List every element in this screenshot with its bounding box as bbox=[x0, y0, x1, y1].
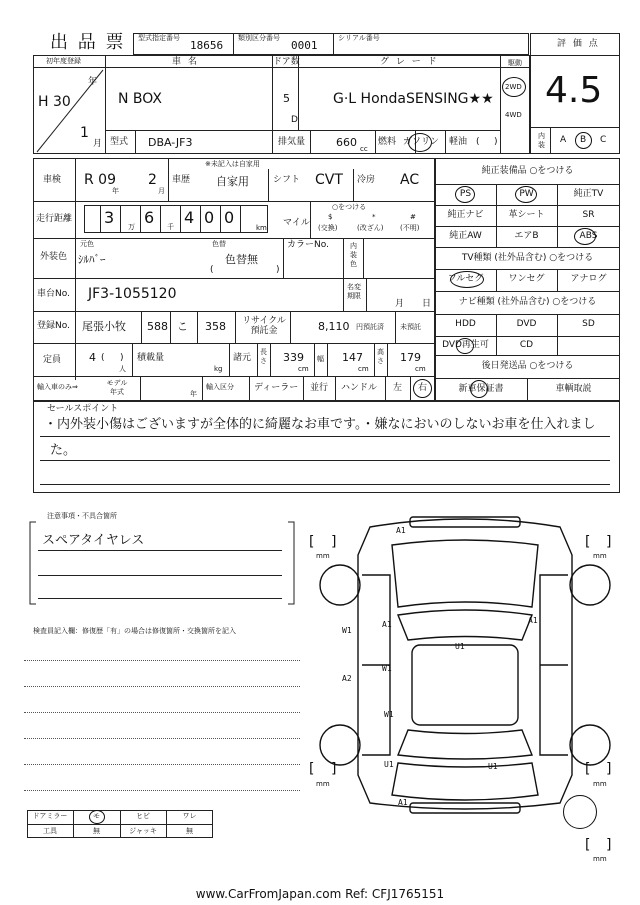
nameplate-day: 日 bbox=[422, 299, 432, 309]
tire-lr-mm: mm bbox=[316, 780, 330, 788]
steering-right-circle bbox=[413, 379, 432, 398]
mileage-label: 走行距離 bbox=[36, 214, 73, 224]
mileage-digit-2: 6 bbox=[144, 208, 155, 227]
drive-label: 駆動 bbox=[508, 59, 522, 67]
equip-ps: PS bbox=[459, 189, 472, 199]
mileage-digit-1: 3 bbox=[104, 208, 115, 227]
first-reg-label: 初年度登録 bbox=[46, 57, 81, 65]
category-no-label: 類別区分番号 bbox=[238, 34, 280, 42]
table-mirror: ドアミラー bbox=[32, 812, 68, 820]
spare-bracket-close: ] bbox=[606, 837, 612, 853]
odo-hash: # bbox=[410, 213, 416, 221]
mark-roof: U1 bbox=[455, 642, 465, 651]
tire-lf-mm: mm bbox=[316, 552, 330, 560]
color-no-label: カラーNo. bbox=[287, 240, 329, 250]
tire-rr-bracket-close: ] bbox=[606, 761, 612, 777]
shaken-year-unit: 年 bbox=[112, 187, 119, 195]
odo-dollar: $ bbox=[328, 213, 333, 221]
equip-abs-circle bbox=[574, 228, 596, 245]
plate-kana: こ bbox=[177, 320, 188, 333]
navi-cd: CD bbox=[519, 340, 534, 350]
notes-line-1: スペアタイヤレス bbox=[42, 533, 145, 548]
model-no-label: 型式指定番号 bbox=[138, 34, 180, 42]
width-value: 147 bbox=[342, 351, 363, 364]
steering-left: 左 bbox=[393, 383, 403, 393]
sales-point-line-1: ・内外装小傷はございますが全体的に綺麗なお車です。・嫌なにおいのしないお車を仕入れまし bbox=[44, 417, 596, 432]
evaluation-label: 評 価 点 bbox=[557, 39, 600, 49]
usage-value: 自家用 bbox=[216, 175, 249, 188]
displacement-value: 660 bbox=[336, 136, 357, 149]
model-type-label: 型式 bbox=[110, 137, 129, 147]
recycle-none: 未預託 bbox=[400, 323, 421, 331]
mark-front-bumper: A1 bbox=[396, 526, 406, 535]
fuel-diesel: 軽油 bbox=[449, 137, 468, 147]
mark-left-rear-door: W1 bbox=[382, 664, 392, 673]
equip-abs: ABS bbox=[579, 231, 598, 241]
recycle-label: リサイクル預託金 bbox=[242, 316, 286, 336]
footer-watermark: www.CarFromJapan.com Ref: CFJ1765151 bbox=[195, 887, 445, 901]
mileage-man: 万 bbox=[128, 223, 135, 231]
odo-star: * bbox=[372, 213, 376, 221]
interior-grade-c: C bbox=[600, 135, 607, 145]
plate-label: 登録No. bbox=[37, 321, 70, 331]
displacement-unit: cc bbox=[360, 145, 368, 153]
navi-dvd-play: DVD再生可 bbox=[442, 340, 489, 350]
first-reg-month-unit: 月 bbox=[93, 139, 103, 149]
tire-rf-mm: mm bbox=[593, 552, 607, 560]
usage-note: ※未記入は自家用 bbox=[205, 160, 260, 168]
capacity-label: 定員 bbox=[43, 355, 62, 365]
navi-dvd: DVD bbox=[516, 319, 537, 329]
mark-left-front-door: W1 bbox=[342, 626, 352, 635]
import-parallel: 並行 bbox=[310, 383, 329, 393]
first-reg-month: 1 bbox=[80, 125, 89, 141]
interior-grade-b: B bbox=[580, 135, 587, 145]
length-value: 339 bbox=[283, 351, 304, 364]
odo-star-note: (改ざん) bbox=[357, 224, 384, 232]
drive-2wd: 2WD bbox=[505, 83, 522, 91]
inspector-label: 検査員記入欄：修復歴「有」の場合は修復箇所・交換箇所を記入 bbox=[33, 627, 236, 635]
mileage-digit-4: 0 bbox=[204, 208, 215, 227]
equip-ps-circle bbox=[455, 186, 475, 203]
nameplate-month: 月 bbox=[395, 299, 405, 309]
import-label: 輸入車のみ⇒ bbox=[37, 383, 78, 391]
spare-wheel bbox=[563, 795, 597, 829]
equip-pw: PW bbox=[519, 189, 534, 199]
model-year-label: モデル年式 bbox=[106, 379, 128, 396]
mark-left-rear-window: W1 bbox=[384, 710, 394, 719]
later-manual: 車輌取説 bbox=[555, 384, 592, 394]
odo-dollar-note: (交換) bbox=[318, 224, 338, 232]
shift-value: CVT bbox=[315, 172, 343, 188]
plate-area: 尾張小牧 bbox=[82, 320, 126, 333]
later-title: 後日発送品 ○をつける bbox=[481, 361, 574, 371]
equip-tv: 純正TV bbox=[573, 189, 604, 199]
tire-rf-bracket-close: ] bbox=[606, 534, 612, 550]
tire-rf-bracket-open: [ bbox=[585, 534, 591, 550]
model-no-value: 18656 bbox=[190, 39, 224, 52]
nameplate-label: 名変期限 bbox=[347, 283, 361, 300]
drive-2wd-circle bbox=[502, 77, 526, 97]
model-type-value: DBA-JF3 bbox=[148, 136, 193, 149]
mileage-km: km bbox=[256, 224, 267, 232]
tire-rr-mm: mm bbox=[593, 780, 607, 788]
height-unit: cm bbox=[415, 365, 426, 373]
steering-label: ハンドル bbox=[341, 383, 378, 393]
mark-left-rear: U1 bbox=[384, 760, 394, 769]
tv-oneseg: ワンセグ bbox=[508, 274, 545, 284]
height-value: 179 bbox=[400, 351, 421, 364]
orig-color-label: 元色 bbox=[80, 240, 94, 248]
height-label: 高さ bbox=[377, 348, 384, 365]
table-crack: ヒビ bbox=[136, 812, 150, 820]
navi-title: ナビ種類 (社外品含む) ○をつける bbox=[458, 297, 597, 307]
mileage-digit-3: 4 bbox=[184, 208, 195, 227]
tv-title: TV種類 (社外品含む) ○をつける bbox=[461, 253, 594, 263]
navi-sd: SD bbox=[582, 319, 595, 329]
import-dealer: ディーラー bbox=[254, 383, 299, 393]
displacement-label: 排気量 bbox=[278, 137, 306, 147]
tv-fullseg: フルセグ bbox=[447, 274, 484, 284]
dims-label: 諸元 bbox=[233, 353, 252, 363]
drive-4wd: 4WD bbox=[505, 111, 522, 119]
repaint-label: 色替 bbox=[212, 240, 226, 248]
shaken-month: 2 bbox=[148, 172, 157, 188]
ac-label: 冷房 bbox=[357, 175, 376, 185]
mark-rear-bumper: A1 bbox=[398, 798, 408, 807]
shaken-year: R 09 bbox=[84, 172, 116, 188]
category-no-value: 0001 bbox=[291, 39, 318, 52]
shaken-label: 車検 bbox=[43, 175, 62, 185]
sales-point-label: セールスポイント bbox=[47, 404, 119, 414]
doors-label: ドア数 bbox=[273, 57, 300, 67]
width-label: 幅 bbox=[317, 355, 324, 363]
first-reg-year-unit: 年 bbox=[88, 77, 98, 87]
tv-fullseg-circle bbox=[450, 271, 484, 288]
tire-lf-bracket-close: ] bbox=[331, 534, 337, 550]
table-tools: 工具 bbox=[43, 827, 57, 835]
std-equip-title: 純正装備品 ○をつける bbox=[481, 166, 574, 176]
mark-right-front-fender: A1 bbox=[528, 616, 538, 625]
recycle-amount: 8,110 bbox=[318, 320, 350, 333]
table-tools-value: 無 bbox=[93, 827, 100, 835]
car-damage-diagram bbox=[300, 515, 630, 815]
navi-dvd-play-circle bbox=[456, 338, 474, 354]
ac-value: AC bbox=[400, 172, 420, 188]
interior-grade-circle bbox=[575, 132, 592, 149]
equip-sr: SR bbox=[582, 210, 595, 220]
interior-grade-a: A bbox=[560, 135, 567, 145]
equip-aw: 純正AW bbox=[449, 231, 482, 241]
tire-lr-bracket-close: ] bbox=[331, 761, 337, 777]
width-unit: cm bbox=[358, 365, 369, 373]
capacity-unit: 人 bbox=[119, 365, 126, 373]
car-name-value: N BOX bbox=[118, 91, 162, 107]
length-unit: cm bbox=[298, 365, 309, 373]
int-color-label: 内装色 bbox=[350, 242, 357, 268]
equip-leather: 革シート bbox=[508, 210, 545, 220]
fuel-gasoline: ガソリン bbox=[403, 137, 440, 147]
spare-mm: mm bbox=[593, 855, 607, 863]
mark-left-front-fender: A1 bbox=[382, 620, 392, 629]
steering-right: 右 bbox=[418, 383, 428, 393]
grade-label: グ レ ー ド bbox=[380, 57, 439, 67]
model-year-unit: 年 bbox=[190, 390, 197, 398]
form-title: 出 品 票 bbox=[50, 32, 126, 53]
import-type-label: 輸入区分 bbox=[206, 383, 234, 391]
length-label: 長さ bbox=[260, 348, 267, 365]
spare-bracket-open: [ bbox=[585, 837, 591, 853]
recycle-unit: 円預託済 bbox=[356, 323, 384, 331]
notes-frame bbox=[26, 518, 298, 608]
equip-airbag: エアB bbox=[514, 231, 539, 241]
first-reg-year: H 30 bbox=[38, 94, 71, 110]
table-jack: ジャッキ bbox=[129, 827, 157, 835]
car-name-label: 車 名 bbox=[172, 57, 199, 67]
orig-color-value: ｼﾙﾊﾞｰ bbox=[78, 253, 106, 266]
shift-label: シフト bbox=[273, 175, 301, 185]
mile-label: マイル bbox=[283, 218, 310, 228]
table-mirror-circle bbox=[89, 810, 105, 824]
equip-pw-circle bbox=[515, 186, 537, 203]
door-type: D bbox=[291, 115, 298, 125]
color-label: 外装色 bbox=[40, 252, 68, 262]
navi-hdd: HDD bbox=[455, 319, 476, 329]
mark-right-rear: U1 bbox=[488, 762, 498, 771]
tv-analog: アナログ bbox=[570, 274, 607, 284]
fuel-paren-close: ) bbox=[494, 137, 498, 147]
grade-value: G·L HondaSENSING★★ bbox=[333, 91, 494, 107]
shaken-month-unit: 月 bbox=[158, 187, 165, 195]
sales-point-box bbox=[33, 401, 620, 493]
table-jack-value: 無 bbox=[186, 827, 193, 835]
tire-rr-bracket-open: [ bbox=[585, 761, 591, 777]
doors-value: 5 bbox=[283, 92, 290, 105]
evaluation-score: 4.5 bbox=[545, 70, 603, 111]
capacity-value: 4 bbox=[89, 351, 96, 364]
equip-navi: 純正ナビ bbox=[447, 210, 484, 220]
fuel-label: 燃料 bbox=[378, 137, 397, 147]
plate-class: 588 bbox=[147, 320, 168, 333]
mileage-digit-5: 0 bbox=[224, 208, 235, 227]
chassis-value: JF3-1055120 bbox=[88, 286, 177, 302]
interior-label: 内装 bbox=[538, 132, 545, 149]
sales-point-line-2: た。 bbox=[50, 443, 77, 458]
fuel-paren-open: ( bbox=[476, 137, 480, 147]
chassis-label: 車台No. bbox=[37, 289, 70, 299]
table-break: ワレ bbox=[182, 812, 197, 820]
mileage-sen: 千 bbox=[167, 223, 174, 231]
table-mirror-value: モ bbox=[93, 812, 100, 820]
usage-label: 車歴 bbox=[172, 175, 191, 185]
load-unit: kg bbox=[214, 365, 223, 373]
odo-circle-note: ○をつける bbox=[332, 203, 367, 211]
serial-no-label: シリアル番号 bbox=[338, 34, 380, 42]
fuel-gasoline-circle bbox=[408, 133, 432, 152]
later-warranty: 新車保証書 bbox=[458, 384, 504, 394]
odo-hash-note: (不明) bbox=[400, 224, 420, 232]
repaint-value: 色替無 bbox=[225, 253, 258, 266]
notes-title: 注意事項・不具合箇所 bbox=[47, 512, 117, 520]
plate-number: 358 bbox=[205, 320, 226, 333]
later-warranty-circle bbox=[470, 380, 488, 398]
mark-left-quarter: A2 bbox=[342, 674, 352, 683]
tire-lr-bracket-open: [ bbox=[309, 761, 315, 777]
tire-lf-bracket-open: [ bbox=[309, 534, 315, 550]
load-label: 積載量 bbox=[137, 353, 165, 363]
